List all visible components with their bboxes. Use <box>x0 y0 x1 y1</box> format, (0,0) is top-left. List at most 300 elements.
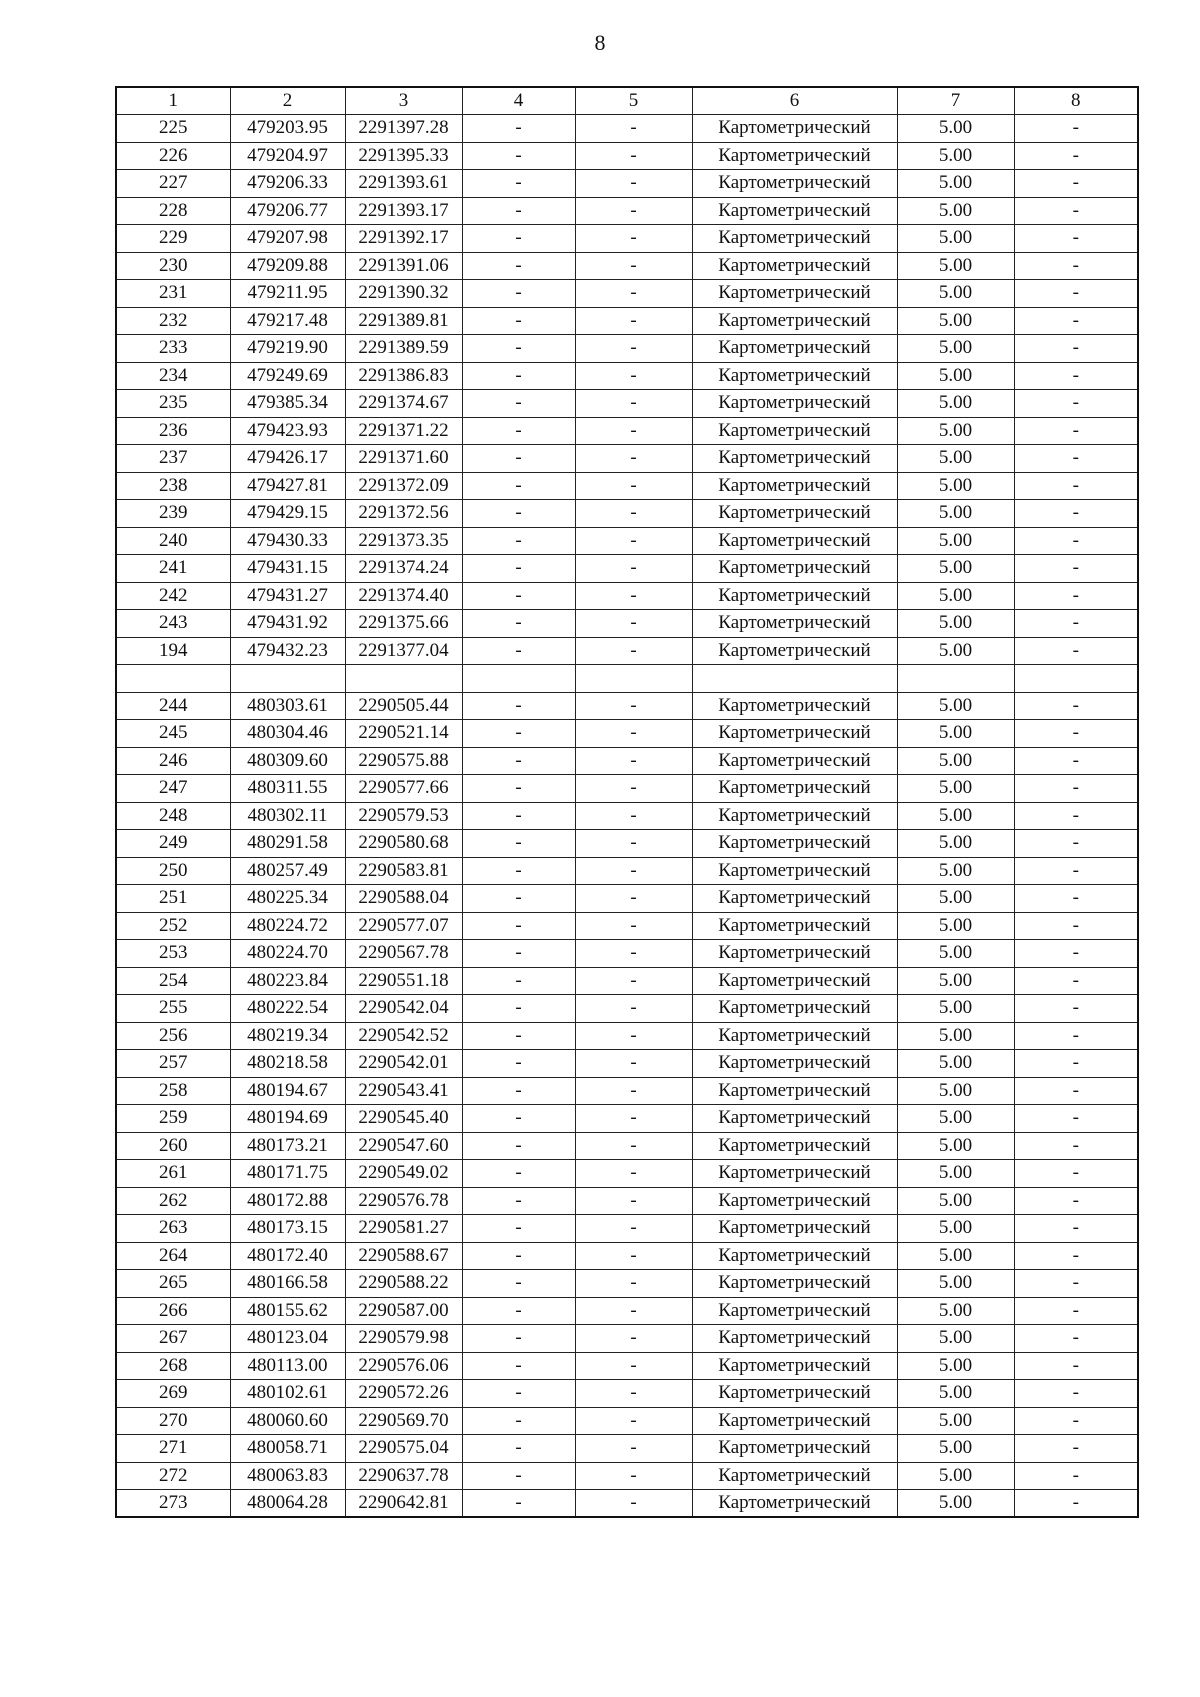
table-cell: 5.00 <box>897 830 1014 858</box>
table-cell: - <box>1014 390 1138 418</box>
table-cell: - <box>575 197 692 225</box>
table-cell: 2291374.67 <box>345 390 462 418</box>
table-cell: - <box>575 1242 692 1270</box>
column-header: 1 <box>116 87 230 115</box>
table-cell: - <box>462 857 575 885</box>
table-cell: 480224.70 <box>230 940 345 968</box>
table-cell: - <box>575 1132 692 1160</box>
table-row <box>116 1050 1138 1078</box>
table-cell: - <box>1014 1297 1138 1325</box>
table-cell: 243 <box>116 610 230 638</box>
table-cell: Картометрический <box>692 1407 897 1435</box>
table-cell: - <box>575 802 692 830</box>
table-cell: 480194.69 <box>230 1105 345 1133</box>
table-cell: 261 <box>116 1160 230 1188</box>
table-cell: - <box>575 307 692 335</box>
table-cell: - <box>1014 335 1138 363</box>
table-cell: - <box>462 307 575 335</box>
table-cell: Картометрический <box>692 967 897 995</box>
table-cell: 257 <box>116 1050 230 1078</box>
table-cell: Картометрический <box>692 1160 897 1188</box>
table-cell: Картометрический <box>692 445 897 473</box>
table-cell: - <box>1014 940 1138 968</box>
table-cell: - <box>575 1490 692 1518</box>
table-row <box>116 967 1138 995</box>
table-cell: - <box>462 1022 575 1050</box>
table-cell: 2290587.00 <box>345 1297 462 1325</box>
table-cell: Картометрический <box>692 720 897 748</box>
table-cell: - <box>1014 1242 1138 1270</box>
table-cell: 5.00 <box>897 417 1014 445</box>
table-cell: Картометрический <box>692 610 897 638</box>
page-number: 8 <box>594 30 606 55</box>
table-cell: Картометрический <box>692 830 897 858</box>
table-cell: Картометрический <box>692 1325 897 1353</box>
table-row <box>116 1325 1138 1353</box>
table-cell: 480063.83 <box>230 1462 345 1490</box>
table-cell: 479203.95 <box>230 115 345 143</box>
table-cell: 226 <box>116 142 230 170</box>
table-cell: Картометрический <box>692 1352 897 1380</box>
table-cell: 2291373.35 <box>345 527 462 555</box>
table-cell: 5.00 <box>897 775 1014 803</box>
table-row <box>116 830 1138 858</box>
table-cell: Картометрический <box>692 1490 897 1518</box>
table-cell: 480257.49 <box>230 857 345 885</box>
table-cell: 479249.69 <box>230 362 345 390</box>
table-row <box>116 912 1138 940</box>
table-cell: 272 <box>116 1462 230 1490</box>
table-cell: - <box>462 610 575 638</box>
table-cell: 5.00 <box>897 857 1014 885</box>
table-cell: - <box>575 912 692 940</box>
table-cell: Картометрический <box>692 170 897 198</box>
table-row <box>116 610 1138 638</box>
table-row <box>116 280 1138 308</box>
table-cell: - <box>462 802 575 830</box>
table-cell: 2290542.52 <box>345 1022 462 1050</box>
table-cell: 2290642.81 <box>345 1490 462 1518</box>
table-cell: 5.00 <box>897 995 1014 1023</box>
table-row <box>116 472 1138 500</box>
table-cell: Картометрический <box>692 280 897 308</box>
table-cell: Картометрический <box>692 857 897 885</box>
table-row <box>116 1435 1138 1463</box>
table-cell: - <box>575 362 692 390</box>
table-cell: - <box>462 1270 575 1298</box>
table-cell: Картометрический <box>692 995 897 1023</box>
table-cell: - <box>462 252 575 280</box>
table-cell: 244 <box>116 692 230 720</box>
table-cell: - <box>575 1462 692 1490</box>
table-cell: 2290569.70 <box>345 1407 462 1435</box>
coordinates-table <box>115 86 1139 1518</box>
table-cell: 266 <box>116 1297 230 1325</box>
table-cell: 479426.17 <box>230 445 345 473</box>
table-cell: 2291375.66 <box>345 610 462 638</box>
table-cell: - <box>1014 1022 1138 1050</box>
table-cell: - <box>462 1132 575 1160</box>
table-cell: - <box>1014 830 1138 858</box>
table-cell: 480173.15 <box>230 1215 345 1243</box>
table-cell: 2291393.17 <box>345 197 462 225</box>
table-cell: 5.00 <box>897 747 1014 775</box>
table-cell: - <box>575 995 692 1023</box>
table-cell: - <box>462 1242 575 1270</box>
table-row <box>116 802 1138 830</box>
table-cell: - <box>575 1380 692 1408</box>
table-cell: 5.00 <box>897 280 1014 308</box>
table-cell: 5.00 <box>897 1022 1014 1050</box>
table-row <box>116 1490 1138 1518</box>
table-cell: 255 <box>116 995 230 1023</box>
table-cell: 5.00 <box>897 1132 1014 1160</box>
table-cell: - <box>575 582 692 610</box>
table-row <box>116 720 1138 748</box>
table-cell: - <box>575 1270 692 1298</box>
table-cell: - <box>1014 170 1138 198</box>
table-cell: 263 <box>116 1215 230 1243</box>
table-cell: - <box>575 335 692 363</box>
table-row <box>116 170 1138 198</box>
table-cell: - <box>1014 362 1138 390</box>
table-row <box>116 225 1138 253</box>
table-cell: 480172.40 <box>230 1242 345 1270</box>
table-cell: 2291377.04 <box>345 637 462 665</box>
table-cell: - <box>575 775 692 803</box>
table-cell: - <box>1014 115 1138 143</box>
table-cell: 2290575.88 <box>345 747 462 775</box>
table-cell: Картометрический <box>692 225 897 253</box>
table-cell: - <box>1014 472 1138 500</box>
table-row <box>116 1105 1138 1133</box>
table-cell: 5.00 <box>897 307 1014 335</box>
table-cell: - <box>575 1297 692 1325</box>
table-row <box>116 1462 1138 1490</box>
table-cell: Картометрический <box>692 802 897 830</box>
table-cell: 273 <box>116 1490 230 1518</box>
table-cell: - <box>462 1215 575 1243</box>
table-cell: - <box>1014 1380 1138 1408</box>
table-cell: Картометрический <box>692 1215 897 1243</box>
table-cell: - <box>1014 967 1138 995</box>
table-cell: - <box>462 1435 575 1463</box>
table-cell: - <box>1014 885 1138 913</box>
table-cell <box>116 665 230 693</box>
table-cell: 2291374.40 <box>345 582 462 610</box>
table-cell: - <box>575 1050 692 1078</box>
table-cell: - <box>575 857 692 885</box>
table-cell: 250 <box>116 857 230 885</box>
table-cell: - <box>1014 1407 1138 1435</box>
table-cell: 231 <box>116 280 230 308</box>
table-cell: Картометрический <box>692 1050 897 1078</box>
table-cell: Картометрический <box>692 1022 897 1050</box>
table-cell: 5.00 <box>897 170 1014 198</box>
table-cell: 259 <box>116 1105 230 1133</box>
table-cell: 2290551.18 <box>345 967 462 995</box>
table-cell: 5.00 <box>897 225 1014 253</box>
table-cell: 5.00 <box>897 252 1014 280</box>
table-cell: 480194.67 <box>230 1077 345 1105</box>
table-cell: - <box>575 142 692 170</box>
table-cell: 2290547.60 <box>345 1132 462 1160</box>
table-cell: Картометрический <box>692 390 897 418</box>
table-cell: 479431.15 <box>230 555 345 583</box>
table-cell: - <box>575 1215 692 1243</box>
table-cell: 237 <box>116 445 230 473</box>
table-cell: Картометрический <box>692 582 897 610</box>
table-row <box>116 1022 1138 1050</box>
table-cell: - <box>1014 307 1138 335</box>
table-cell: 2290542.04 <box>345 995 462 1023</box>
table-cell: Картометрический <box>692 335 897 363</box>
table-cell: 2291371.22 <box>345 417 462 445</box>
table-row <box>116 1270 1138 1298</box>
table-cell: 5.00 <box>897 637 1014 665</box>
table-cell: - <box>575 1187 692 1215</box>
table-cell: Картометрический <box>692 417 897 445</box>
table-cell: - <box>1014 1105 1138 1133</box>
table-row <box>116 1160 1138 1188</box>
table-cell: Картометрический <box>692 1187 897 1215</box>
table-cell: - <box>462 472 575 500</box>
table-cell: 194 <box>116 637 230 665</box>
table-cell: Картометрический <box>692 747 897 775</box>
table-cell: - <box>575 637 692 665</box>
table-cell: - <box>462 1187 575 1215</box>
table-cell: 2290637.78 <box>345 1462 462 1490</box>
table-cell: 5.00 <box>897 967 1014 995</box>
table-cell: 2291374.24 <box>345 555 462 583</box>
table-cell: - <box>1014 747 1138 775</box>
table-cell: Картометрический <box>692 307 897 335</box>
table-cell: Картометрический <box>692 940 897 968</box>
table-cell: 229 <box>116 225 230 253</box>
table-cell: 2290543.41 <box>345 1077 462 1105</box>
table-cell: 479427.81 <box>230 472 345 500</box>
table-cell: 2291392.17 <box>345 225 462 253</box>
table-cell: - <box>1014 720 1138 748</box>
table-cell: 480302.11 <box>230 802 345 830</box>
table-cell: - <box>575 720 692 748</box>
table-cell: Картометрический <box>692 1435 897 1463</box>
table-cell: - <box>1014 1077 1138 1105</box>
table-cell: 5.00 <box>897 1077 1014 1105</box>
table-cell: 5.00 <box>897 1105 1014 1133</box>
table-cell: 2290581.27 <box>345 1215 462 1243</box>
table-cell: 5.00 <box>897 802 1014 830</box>
table-cell: Картометрический <box>692 1380 897 1408</box>
table-cell: 233 <box>116 335 230 363</box>
table-cell: - <box>1014 1187 1138 1215</box>
table-cell: 2290580.68 <box>345 830 462 858</box>
table-cell: 234 <box>116 362 230 390</box>
table-cell: - <box>462 720 575 748</box>
table-cell: 2291391.06 <box>345 252 462 280</box>
table-cell: 265 <box>116 1270 230 1298</box>
table-cell: 5.00 <box>897 1297 1014 1325</box>
table-cell: 480166.58 <box>230 1270 345 1298</box>
table-cell: 480222.54 <box>230 995 345 1023</box>
table-cell: - <box>575 170 692 198</box>
table-cell: - <box>462 775 575 803</box>
table-cell: 2291372.56 <box>345 500 462 528</box>
table-cell: 480060.60 <box>230 1407 345 1435</box>
table-row <box>116 417 1138 445</box>
table-cell: 5.00 <box>897 115 1014 143</box>
table-cell: 5.00 <box>897 1407 1014 1435</box>
table-cell: - <box>462 280 575 308</box>
table-cell: - <box>575 445 692 473</box>
table-cell: Картометрический <box>692 1105 897 1133</box>
table-cell <box>462 665 575 693</box>
table-row <box>116 1407 1138 1435</box>
table-cell: 2291372.09 <box>345 472 462 500</box>
table-cell: 225 <box>116 115 230 143</box>
table-cell: 480303.61 <box>230 692 345 720</box>
table-cell: 247 <box>116 775 230 803</box>
table-cell: - <box>575 390 692 418</box>
table-cell: Картометрический <box>692 775 897 803</box>
table-cell: 2291395.33 <box>345 142 462 170</box>
table-cell: Картометрический <box>692 197 897 225</box>
table-cell: - <box>1014 527 1138 555</box>
column-header: 5 <box>575 87 692 115</box>
table-cell: - <box>462 940 575 968</box>
table-row <box>116 445 1138 473</box>
table-row <box>116 1380 1138 1408</box>
table-cell: - <box>462 500 575 528</box>
table-cell: 254 <box>116 967 230 995</box>
table-cell: 262 <box>116 1187 230 1215</box>
table-cell: 2290588.04 <box>345 885 462 913</box>
table-row <box>116 252 1138 280</box>
table-row <box>116 885 1138 913</box>
table-row <box>116 527 1138 555</box>
table-cell: 479217.48 <box>230 307 345 335</box>
table-cell: 5.00 <box>897 197 1014 225</box>
table-cell: Картометрический <box>692 555 897 583</box>
table-cell: - <box>575 1407 692 1435</box>
table-cell: 260 <box>116 1132 230 1160</box>
table-row <box>116 1352 1138 1380</box>
table-cell: 480102.61 <box>230 1380 345 1408</box>
table-cell: Картометрический <box>692 885 897 913</box>
table-cell: 480123.04 <box>230 1325 345 1353</box>
table-cell: 5.00 <box>897 142 1014 170</box>
table-cell: Картометрический <box>692 500 897 528</box>
table-cell: 480155.62 <box>230 1297 345 1325</box>
table-cell: 267 <box>116 1325 230 1353</box>
table-cell: - <box>1014 1132 1138 1160</box>
table-cell: - <box>575 940 692 968</box>
table-cell: 5.00 <box>897 1270 1014 1298</box>
table-cell: 5.00 <box>897 940 1014 968</box>
table-cell: - <box>1014 637 1138 665</box>
table-cell: - <box>575 830 692 858</box>
table-cell: - <box>1014 280 1138 308</box>
table-cell: - <box>1014 1490 1138 1518</box>
table-cell: 2290572.26 <box>345 1380 462 1408</box>
table-cell: Картометрический <box>692 1132 897 1160</box>
table-row <box>116 1215 1138 1243</box>
table-cell: 238 <box>116 472 230 500</box>
table-cell: 479207.98 <box>230 225 345 253</box>
table-cell: - <box>1014 1215 1138 1243</box>
column-header: 8 <box>1014 87 1138 115</box>
table-cell: - <box>1014 1352 1138 1380</box>
table-cell: - <box>1014 995 1138 1023</box>
table-row <box>116 197 1138 225</box>
table-cell: 5.00 <box>897 582 1014 610</box>
table-cell: Картометрический <box>692 362 897 390</box>
table-cell: 271 <box>116 1435 230 1463</box>
table-cell: Картометрический <box>692 1462 897 1490</box>
table-cell: 480171.75 <box>230 1160 345 1188</box>
table-cell: - <box>462 747 575 775</box>
table-cell: Картометрический <box>692 1270 897 1298</box>
table-cell: 269 <box>116 1380 230 1408</box>
table-cell: 235 <box>116 390 230 418</box>
table-cell: 5.00 <box>897 912 1014 940</box>
table-cell: - <box>1014 775 1138 803</box>
table-cell: - <box>462 1297 575 1325</box>
table-cell: 479211.95 <box>230 280 345 308</box>
column-header: 6 <box>692 87 897 115</box>
table-cell: - <box>575 1105 692 1133</box>
table-cell: 480058.71 <box>230 1435 345 1463</box>
table-row <box>116 995 1138 1023</box>
table-cell: - <box>462 1077 575 1105</box>
table-cell: 480173.21 <box>230 1132 345 1160</box>
table-cell: - <box>575 527 692 555</box>
table-cell: 479206.77 <box>230 197 345 225</box>
table-row <box>116 582 1138 610</box>
table-cell: Картометрический <box>692 1297 897 1325</box>
table-cell: - <box>462 1325 575 1353</box>
table-cell: 258 <box>116 1077 230 1105</box>
table-cell <box>1014 665 1138 693</box>
table-cell: - <box>575 1435 692 1463</box>
table-row <box>116 142 1138 170</box>
table-cell: 2291390.32 <box>345 280 462 308</box>
table-cell: Картометрический <box>692 1242 897 1270</box>
table-row <box>116 1187 1138 1215</box>
table-cell: - <box>1014 610 1138 638</box>
table-cell: 5.00 <box>897 527 1014 555</box>
table-cell: - <box>1014 582 1138 610</box>
table-cell: 479204.97 <box>230 142 345 170</box>
table-cell: - <box>575 252 692 280</box>
table-cell: 2291397.28 <box>345 115 462 143</box>
table-cell: 264 <box>116 1242 230 1270</box>
table-cell: 479432.23 <box>230 637 345 665</box>
table-cell: 2290577.66 <box>345 775 462 803</box>
table-row <box>116 115 1138 143</box>
table-cell: 2291371.60 <box>345 445 462 473</box>
table-cell: - <box>575 1160 692 1188</box>
table-cell: Картометрический <box>692 912 897 940</box>
table-cell: 5.00 <box>897 720 1014 748</box>
table-cell: - <box>575 500 692 528</box>
table-cell: 5.00 <box>897 1325 1014 1353</box>
table-cell: Картометрический <box>692 252 897 280</box>
table-cell: 5.00 <box>897 1187 1014 1215</box>
table-cell: - <box>462 225 575 253</box>
table-cell: Картометрический <box>692 637 897 665</box>
table-cell: 245 <box>116 720 230 748</box>
